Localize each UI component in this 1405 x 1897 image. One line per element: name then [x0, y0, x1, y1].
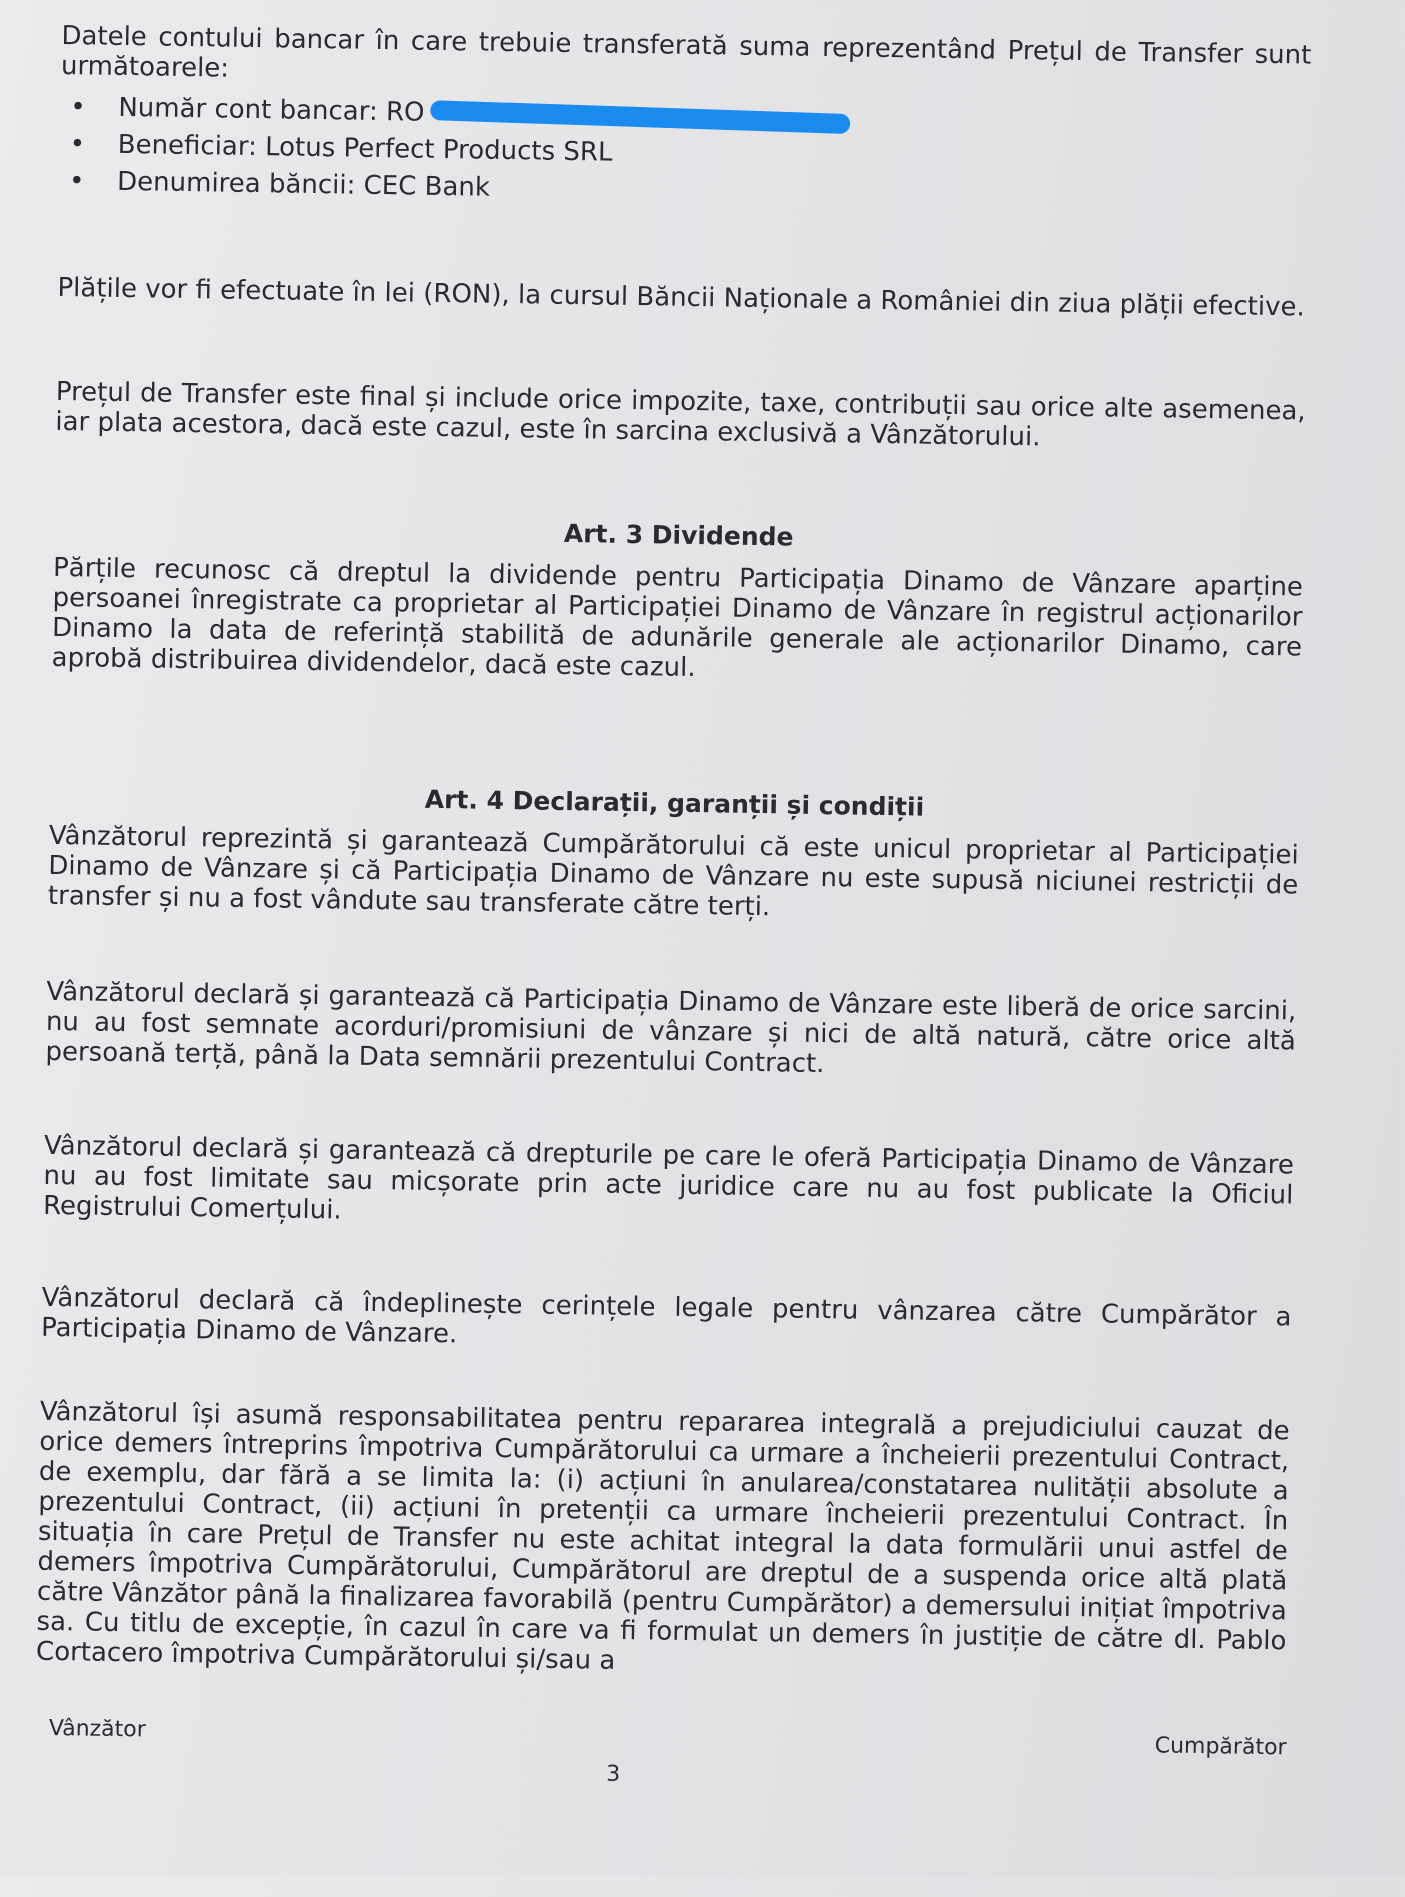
art3-paragraph: Părțile recunosc că dreptul la dividende pentru Participația Dinamo de Vânzare aparține persoanei înregistrate ca proprietar al Participației Dinamo de Vânzare în registrul acționarilor Dinamo la data de referință stabilită de adunările generale ale acționarilor Dinamo, care aprobă distribuirea dividendelor, dacă este cazul.	[51, 552, 1304, 684]
bank-details-list	[59, 89, 851, 212]
buyer-signature-label: Cumpărător	[1154, 1733, 1287, 1761]
art3-heading: Art. 3 Dividende	[563, 518, 794, 552]
art4-paragraph-3: Vânzătorul declară și garantează că drepturile pe care le oferă Participația Dinamo de Vânzare nu au fost limitate sau micșorate prin acte juridice care nu au fost publicate la Oficiul Registrului Comerțului.	[42, 1130, 1295, 1226]
art4-paragraph-4: Vânzătorul declară că îndeplinește cerințele legale pentru vânzarea către Cumpărător a Participația Dinamo de Vânzare.	[40, 1282, 1292, 1350]
payments-paragraph: Plățile vor fi efectuate în lei (RON), la cursul Băncii Naționale a României din ziua plății efective.	[57, 272, 1305, 323]
list-item-bank-name: • Denumirea băncii: CEC Bank	[59, 163, 850, 212]
seller-signature-label: Vânzător	[48, 1715, 146, 1743]
art4-paragraph-5: Vânzătorul își asumă responsabilitatea pentru repararea integrală a prejudiciului cauzat de orice demers întreprins împotriva Cumpărătorului ca urmare a încheierii prezentului Contract, de exemplu, dar fără a se limita la: (i) acțiuni în anularea/constatarea nulității absolute a prezentului Contract, (ii) acțiuni în pretenții ca urmare încheierii prezentului Contract. În situația în care Prețul de Transfer nu este achitat integral la data formulării unui astfel de demers împotriva Cumpărătorului, Cumpărătorul are dreptul de a suspenda orice altă plată către Vânzător până la finalizarea favorabilă (pentru Cumpărător) a demersului inițiat împotriva sa. Cu titlu de excepție, în cazul în care va fi formulat un demers în justiție de către dl. Pablo Cortacero împotriva Cumpărătorului și/sau a	[35, 1396, 1290, 1676]
art4-heading: Art. 4 Declarații, garanții și condiții	[424, 784, 925, 822]
redaction-mark	[430, 100, 850, 134]
list-item-account: • Număr cont bancar: RO	[60, 89, 851, 138]
list-item-beneficiary: • Beneficiar: Lotus Perfect Products SRL	[59, 126, 850, 175]
art4-paragraph-2: Vânzătorul declară și garantează că Participația Dinamo de Vânzare este liberă de orice sarcini, nu au fost semnate acorduri/promisiuni de vânzare și nici de altă natură, către orice altă persoană terță, până la Data semnării prezentului Contract.	[45, 976, 1297, 1080]
intro-paragraph: Datele contului bancar în care trebuie transferată suma reprezentând Prețul de Transfer sunt următoarele:	[60, 20, 1312, 84]
art4-paragraph-1: Vânzătorul reprezintă și garantează Cumpărătorului că este unicul proprietar al Participației Dinamo de Vânzare și că Participația Dinamo de Vânzare nu este supusă niciunei restricții de transfer și nu a fost vândute sau transferate către terți.	[47, 820, 1299, 923]
page-number: 3	[606, 1761, 621, 1787]
price-final-paragraph: Prețul de Transfer este final și include orice impozite, taxe, contribuții sau orice alte asemenea, iar plata acestora, dacă este cazul, este în sarcina exclusivă a Vânzătorului.	[55, 376, 1306, 453]
